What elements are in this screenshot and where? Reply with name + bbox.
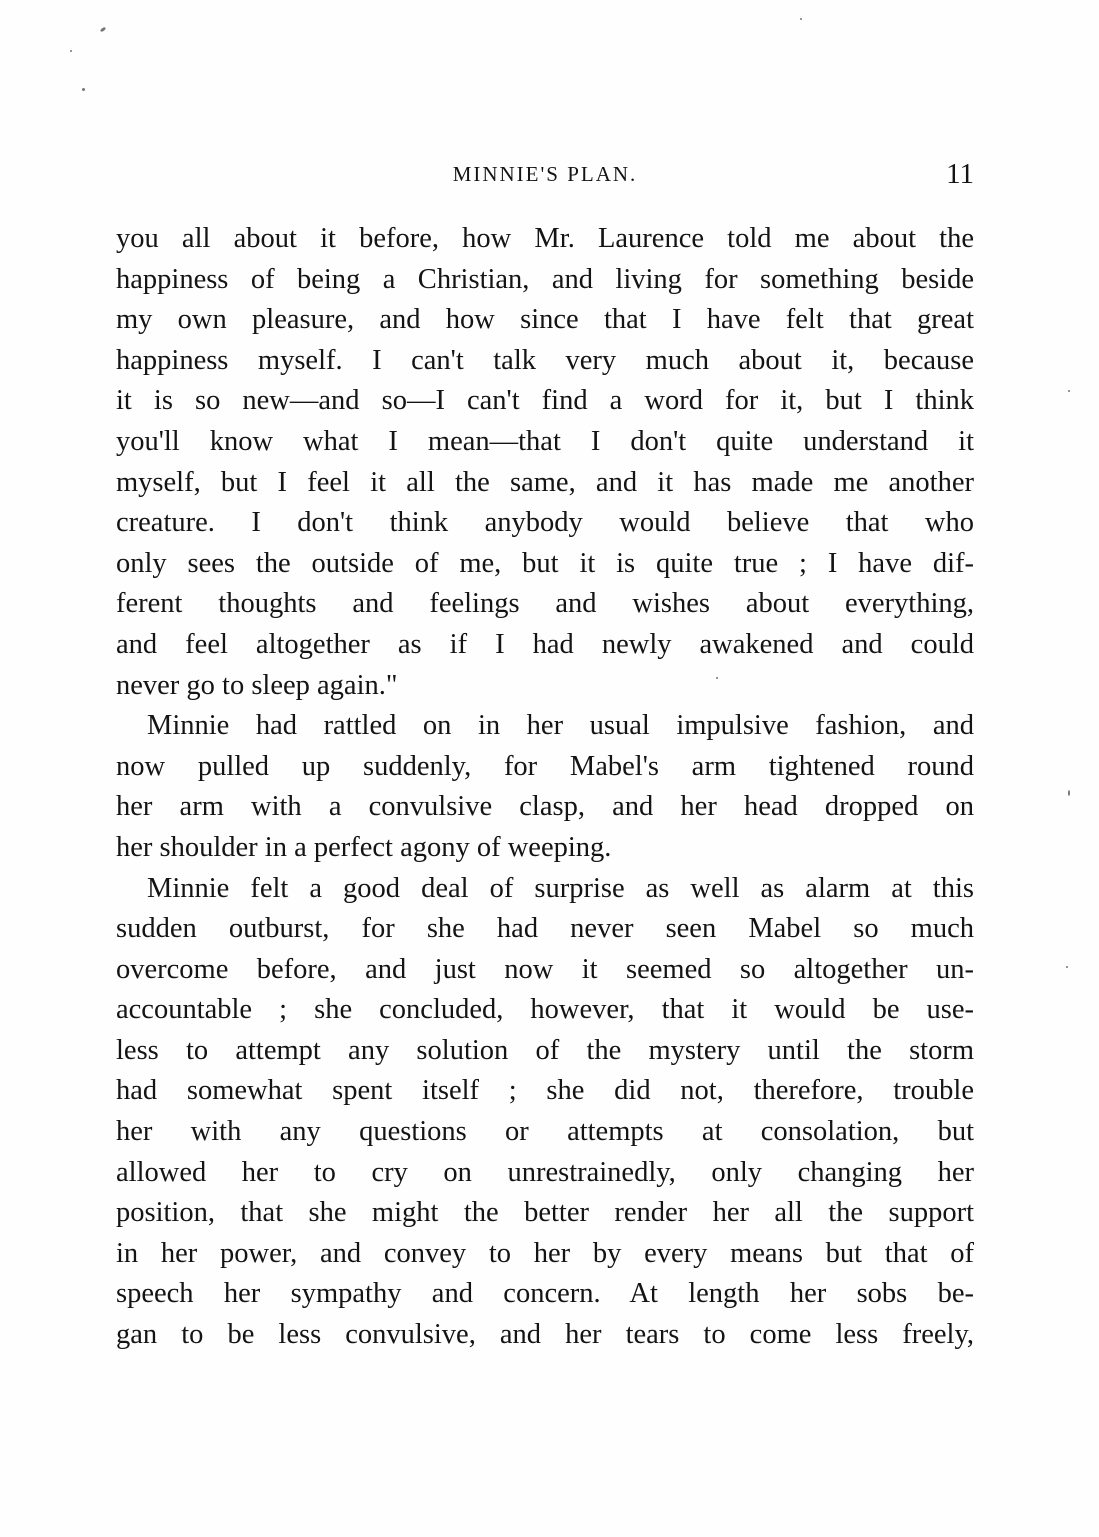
text-line: never go to sleep again."	[116, 669, 398, 701]
scan-speck	[100, 27, 107, 33]
text-line: speech her sympathy and concern. At length her sobs be-	[116, 1278, 974, 1310]
text-line: had somewhat spent itself ; she did not, therefore, trouble	[116, 1075, 974, 1107]
text-line: my own pleasure, and how since that I have felt that great	[116, 304, 974, 336]
scan-speck	[70, 50, 72, 52]
text-line: ferent thoughts and feelings and wishes about everything,	[116, 588, 974, 620]
text-line: you all about it before, how Mr. Laurence told me about the	[116, 223, 974, 254]
text-line: her arm with a convulsive clasp, and her head dropped on	[116, 791, 974, 823]
page-number: 11	[946, 158, 974, 190]
text-line: less to attempt any solution of the mystery until the storm	[116, 1034, 974, 1066]
text-line: allowed her to cry on unrestrainedly, only changing her	[116, 1156, 974, 1188]
text-line: now pulled up suddenly, for Mabel's arm tightened round	[116, 750, 974, 782]
text-line: overcome before, and just now it seemed so altogether un-	[116, 953, 974, 985]
text-line: myself, but I feel it all the same, and it has made me another	[116, 466, 974, 498]
scan-speck	[82, 88, 85, 91]
text-line: gan to be less convulsive, and her tears to come less freely,	[116, 1319, 974, 1351]
text-line: position, that she might the better render her all the support	[116, 1197, 974, 1229]
text-line: happiness of being a Christian, and living for something beside	[116, 263, 974, 295]
scan-speck	[1068, 790, 1070, 796]
text-line: happiness myself. I can't talk very much about it, because	[116, 344, 974, 376]
text-line: sudden outburst, for she had never seen Mabel so much	[116, 913, 974, 945]
text-line: creature. I don't think anybody would believe that who	[116, 507, 974, 539]
text-line: her with any questions or attempts at consolation, but	[116, 1116, 974, 1148]
running-title: MINNIE'S PLAN.	[452, 162, 638, 186]
page-header	[116, 158, 974, 192]
text-line: Minnie had rattled on in her usual impulsive fashion, and	[147, 710, 974, 742]
text-line: accountable ; she concluded, however, that it would be use-	[116, 994, 974, 1026]
body-text	[116, 219, 974, 1356]
text-line: her shoulder in a perfect agony of weeping.	[116, 831, 612, 863]
scan-speck	[800, 18, 802, 20]
scan-speck	[1068, 390, 1070, 392]
text-line: you'll know what I mean—that I don't quite understand it	[116, 425, 974, 457]
text-line: Minnie felt a good deal of surprise as well as alarm at this	[147, 872, 974, 904]
text-line: it is so new—and so—I can't find a word for it, but I think	[116, 385, 974, 417]
text-line: and feel altogether as if I had newly awakened and could	[116, 628, 974, 660]
text-line: in her power, and convey to her by every means but that of	[116, 1237, 974, 1269]
text-line: only sees the outside of me, but it is quite true ; I have dif-	[116, 547, 974, 579]
scan-speck	[1066, 966, 1068, 968]
